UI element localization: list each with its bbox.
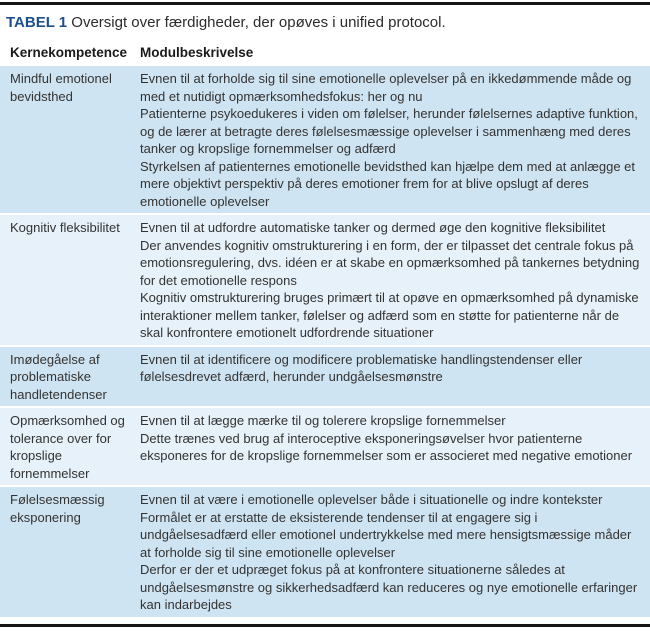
module-paragraph: Evnen til at identificere og modificere problematiske handlingstendenser eller følelsesdrevet adfærd, herunder undgåelsesmønstre <box>140 351 583 384</box>
table-row <box>0 347 650 407</box>
module-paragraph: Styrkelsen af patienternes emotionelle bevidsthed kan hjælpe dem med at anlægge et mere objektivt perspektiv på deres emotioner frem for at blive opslugt af deres emotionelle oplevelser <box>140 158 636 209</box>
column-header-modulbeskrivelse: Modulbeskrivelse <box>140 45 254 60</box>
kernekompetence-cell: Opmærksomhed og tolerance over for kropslige fornemmelser <box>10 413 125 481</box>
module-paragraph: Formålet er at erstatte de eksisterende tendenser til at engagere sig i undgåelsesadfærd eller emotionel undertrykkelse med mere hensigtsmæssige måder at forholde sig til sine emotionelle oplevelser <box>140 509 632 560</box>
module-paragraph: Patienterne psykoedukeres i viden om følelser, herunder følelsernes adaptive funktion, og de lærer at betragte deres følelsesmæssige oplevelser i sammenhæng med deres tanker og kropslige fornemmelser og adfærd <box>140 106 638 156</box>
table-row <box>0 487 650 617</box>
table-figure <box>0 2 650 627</box>
table-number: TABEL 1 <box>6 14 68 31</box>
modulbeskrivelse-cell <box>140 412 640 482</box>
table-body <box>0 66 650 617</box>
table-row <box>0 66 650 213</box>
modulbeskrivelse-cell <box>140 70 640 210</box>
modulbeskrivelse-cell <box>140 351 640 404</box>
module-paragraph: Derfor er der et udpræget fokus på at konfrontere situationerne således at undgåelsesmønstre og sikkerhedsadfærd kan reduceres og nye emotionelle erfaringer kan indarbejdes <box>140 562 638 612</box>
table-header-row <box>0 45 650 61</box>
module-paragraph: Evnen til at være i emotionelle oplevelser både i situationelle og indre kontekster <box>140 492 603 507</box>
module-paragraph: Evnen til at udfordre automatiske tanker og dermed øge den kognitive fleksibilitet <box>140 220 606 235</box>
kernekompetence-cell: Kognitiv fleksibilitet <box>10 220 120 235</box>
modulbeskrivelse-cell <box>140 219 640 342</box>
top-rule <box>0 2 650 5</box>
table-caption <box>6 13 640 33</box>
module-paragraph: Kognitiv omstrukturering bruges primært til at opøve en opmærksomhed på dynamiske interaktioner mellem tanker, følelser og adfærd som en støtte for patienterne når de skal konfrontere emotionelt udfordrende situationer <box>140 290 639 340</box>
bottom-rule <box>0 624 650 627</box>
table-row <box>0 215 650 345</box>
kernekompetence-cell: Mindful emotionel bevidsthed <box>10 71 112 104</box>
table-caption-text: Oversigt over færdigheder, der opøves i unified protocol. <box>71 14 446 31</box>
table-row <box>0 408 650 485</box>
module-paragraph: Dette trænes ved brug af interoceptive eksponeringsøvelser hvor patienterne eksponeres for de kropslige fornemmelser som er associeret med negative emotioner <box>140 430 633 463</box>
module-paragraph: Der anvendes kognitiv omstrukturering i en form, der er tilpasset det centrale fokus på emotionsregulering, dvs. idéen er at skabe en opmærksomhed på tankernes betydning for det emotionelle respons <box>140 237 640 288</box>
module-paragraph: Evnen til at forholde sig til sine emotionelle oplevelser på en ikkedømmende måde og med et nutidigt opmærksomhedsfokus: her og nu <box>140 71 632 104</box>
column-header-kernekompetence: Kernekompetence <box>10 45 128 60</box>
kernekompetence-cell: Imødegåelse af problematiske handletendenser <box>10 351 107 402</box>
modulbeskrivelse-cell <box>140 491 640 614</box>
kernekompetence-cell: Følelsesmæssig eksponering <box>10 492 105 525</box>
module-paragraph: Evnen til at lægge mærke til og tolerere kropslige fornemmelser <box>140 413 506 428</box>
